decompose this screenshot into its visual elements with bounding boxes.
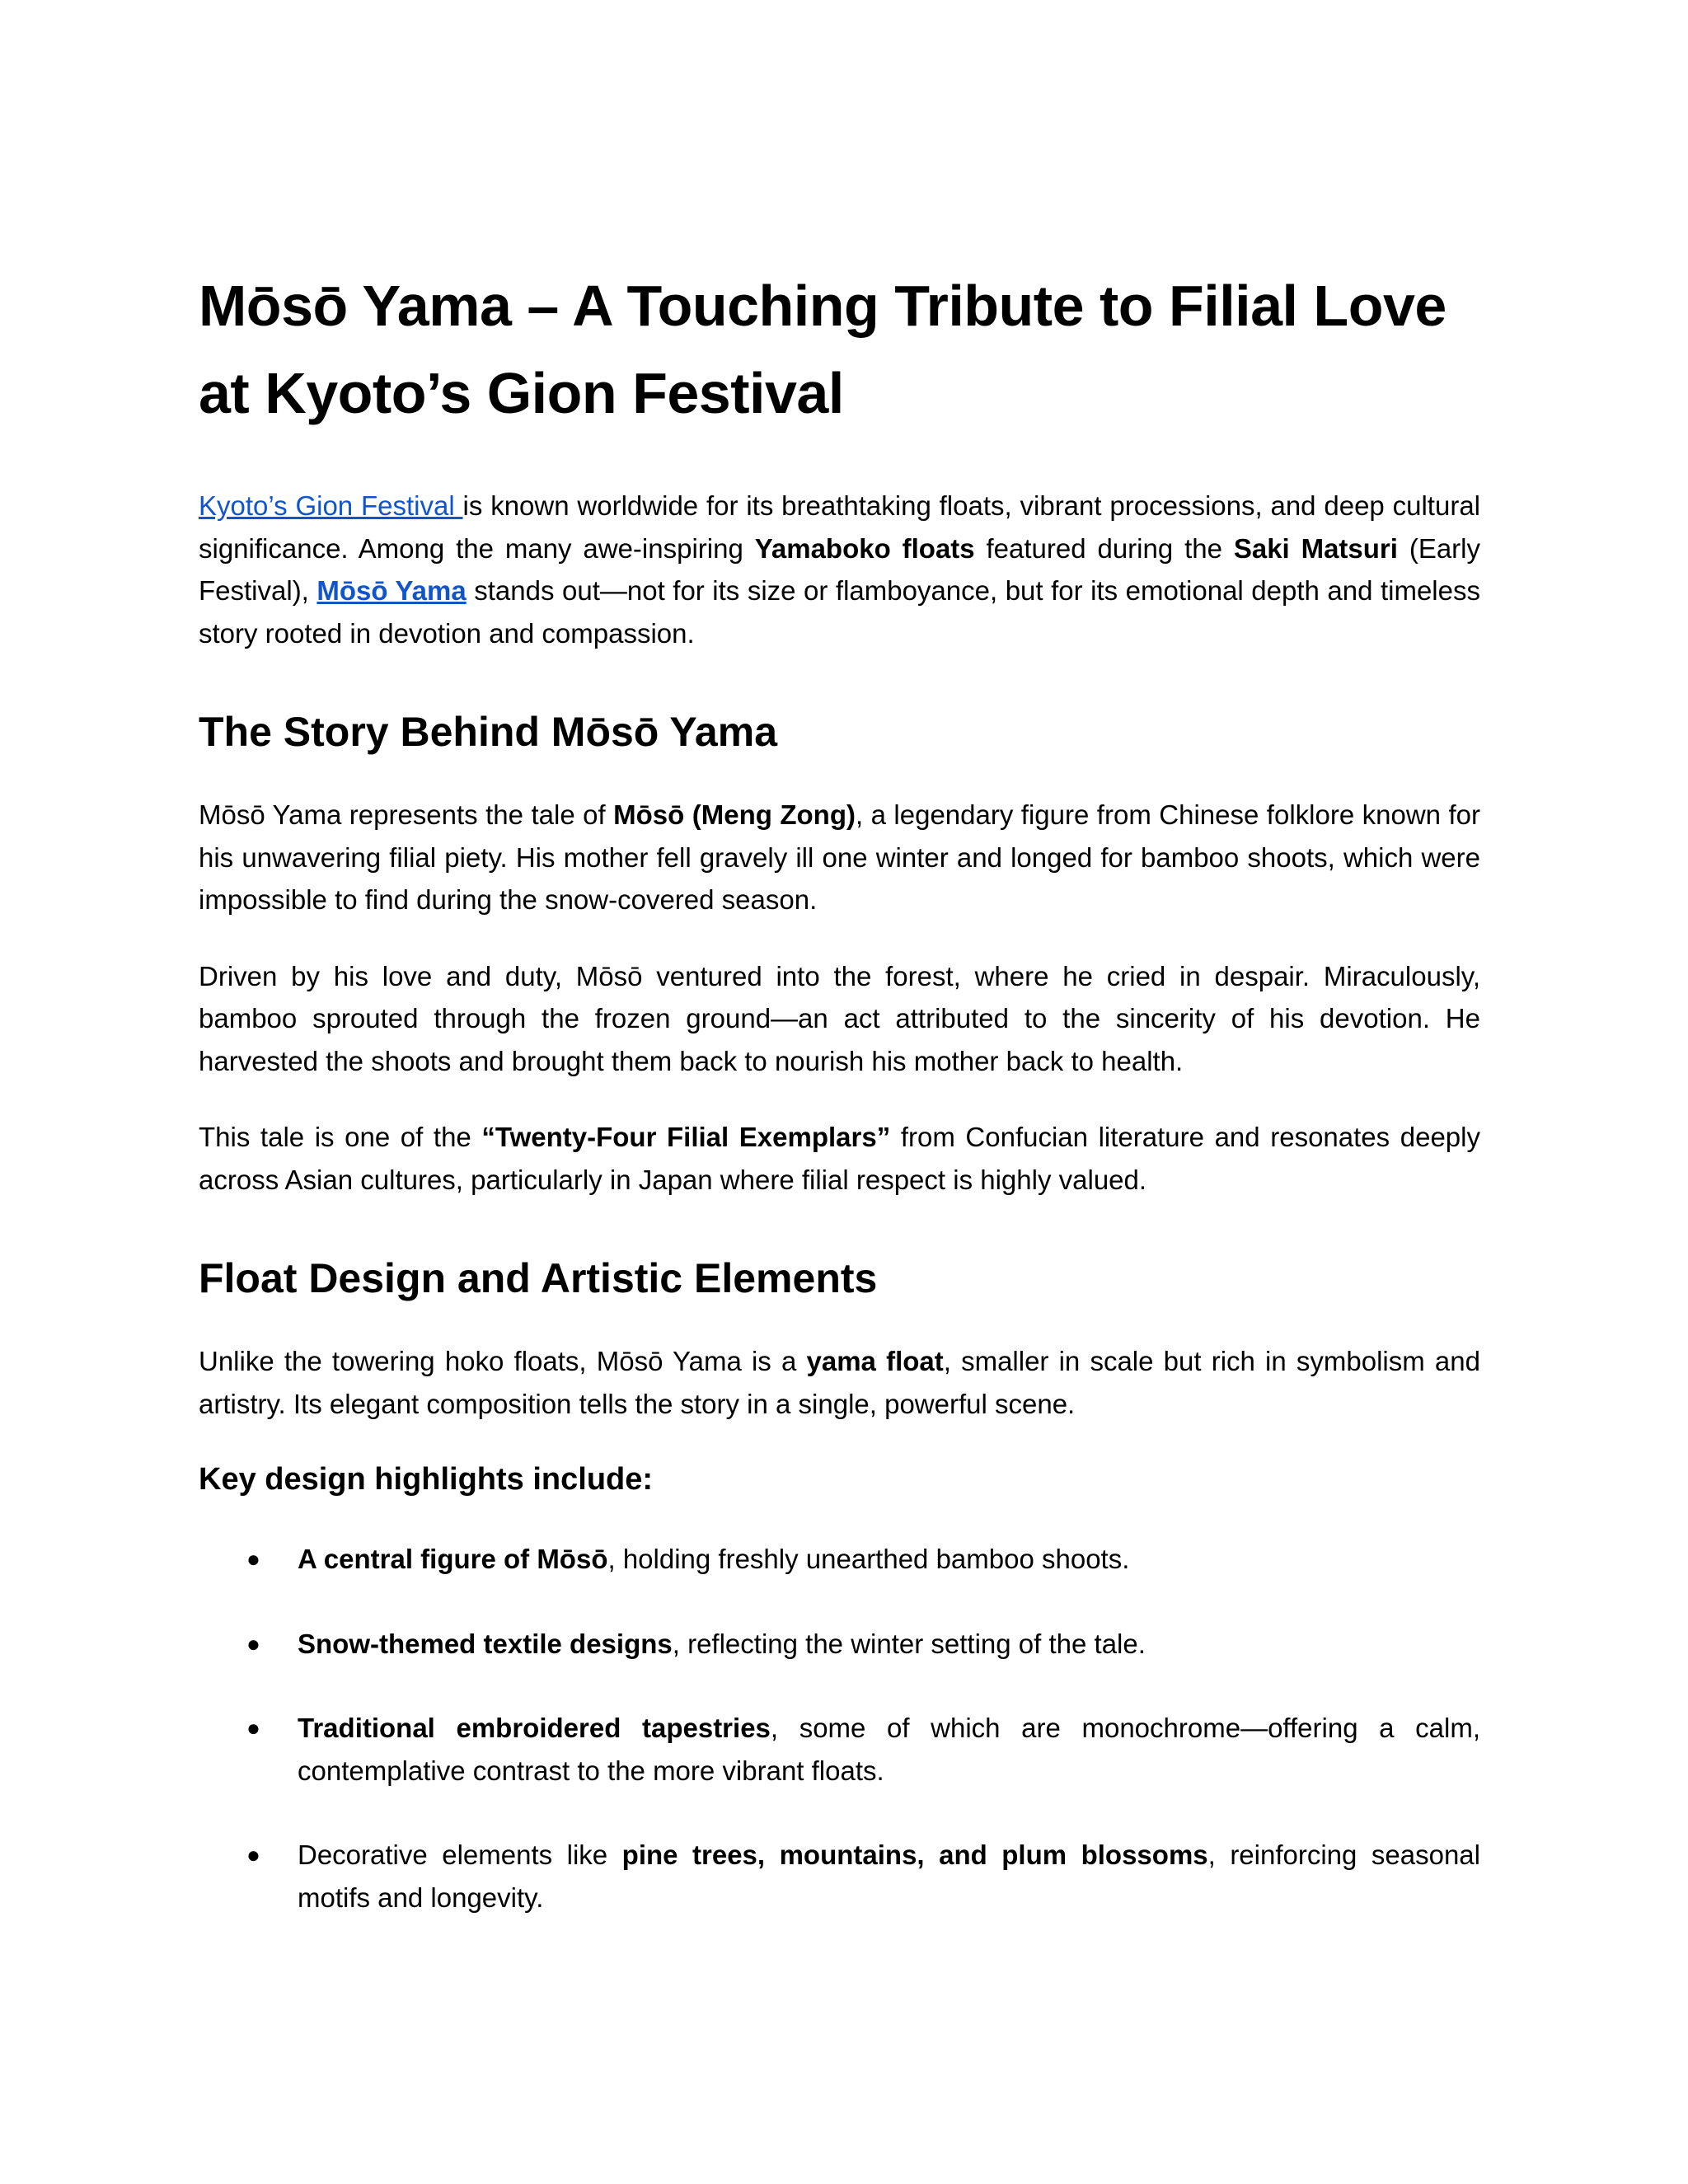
list-item [199,1538,1480,1581]
intro-text-3: (Early Festival), [199,532,1480,606]
list-item-post: , holding freshly unearthed bamboo shoots. [607,1544,1130,1574]
page-title: Mōsō Yama – A Touching Tribute to Filial Love at Kyoto’s Gion Festival [199,274,1447,425]
bullet-icon: ● [246,1715,260,1741]
story-p3-bold: “Twenty-Four Filial Exemplars” [481,1122,891,1152]
highlights-list [199,1538,1480,1919]
intro-text-4: stands out—not for its size or flamboyance, but for its emotional depth and timeless story rooted in devotion and compassion. [199,575,1480,649]
document-page [199,262,1480,1919]
moso-yama-link[interactable]: Mōsō Yama [316,575,467,606]
list-item-bold: Snow-themed textile designs [298,1628,673,1659]
story-heading: The Story Behind Mōsō Yama [199,709,778,755]
design-heading: Float Design and Artistic Elements [199,1255,878,1301]
bullet-icon: ● [246,1842,260,1868]
bullet-icon: ● [246,1630,260,1657]
list-item-post: , some of which are monochrome—offering a calm, contemplative contrast to the more vibrant floats. [298,1713,1480,1786]
intro-text-2: featured during the [974,532,1234,564]
list-item [199,1834,1480,1919]
list-item-bold: A central figure of Mōsō [298,1544,608,1574]
story-paragraph-3 [199,1116,1480,1201]
key-highlights-heading: Key design highlights include: [199,1462,654,1497]
intro-text-1: is known worldwide for its breathtaking floats, vibrant processions, and deep cultural significance. Among the many awe-inspiring [199,490,1480,564]
list-item [199,1623,1480,1666]
story-p3-text-1: This tale is one of the [199,1122,482,1152]
story-paragraph-2: Driven by his love and duty, Mōsō ventured into the forest, where he cried in despair. Miraculously, bamboo sprouted through the frozen ground—an act attributed to the sincerity of his devotion. He harvested the shoots and brought them back to nourish his mother back to health. [199,960,1480,1076]
list-item-bold: pine trees, mountains, and plum blossoms [621,1840,1208,1870]
story-paragraph-1 [199,794,1480,921]
story-p1-text-2: , a legendary figure from Chinese folklore known for his unwavering filial piety. His mother fell gravely ill one winter and longed for bamboo shoots, which were impossible to find during the snow-covered season. [199,799,1480,915]
bullet-icon: ● [246,1546,260,1572]
list-item-post: , reflecting the winter setting of the tale. [672,1628,1146,1659]
story-p3-text-2: from Confucian literature and resonates deeply across Asian cultures, particularly in Japan where filial respect is highly valued. [199,1122,1480,1195]
gion-festival-link[interactable]: Kyoto’s Gion Festival [199,490,463,521]
story-p1-bold: Mōsō (Meng Zong) [613,799,856,830]
list-item-post: , reinforcing seasonal motifs and longevity. [298,1840,1480,1913]
design-p1-text-2: , smaller in scale but rich in symbolism and artistry. Its elegant composition tells the story in a single, powerful scene. [199,1346,1480,1419]
list-item [199,1707,1480,1792]
design-p1-text-1: Unlike the towering hoko floats, Mōsō Yama is a [199,1346,807,1376]
list-item-pre: Decorative elements like [298,1840,622,1870]
intro-bold-yamaboko: Yamaboko floats [754,532,975,564]
story-p1-text-1: Mōsō Yama represents the tale of [199,799,614,830]
intro-paragraph [199,485,1480,654]
intro-bold-saki-matsuri: Saki Matsuri [1233,532,1398,564]
design-p1-bold: yama float [806,1346,944,1376]
design-paragraph [199,1340,1480,1425]
list-item-bold: Traditional embroidered tapestries [298,1713,771,1743]
